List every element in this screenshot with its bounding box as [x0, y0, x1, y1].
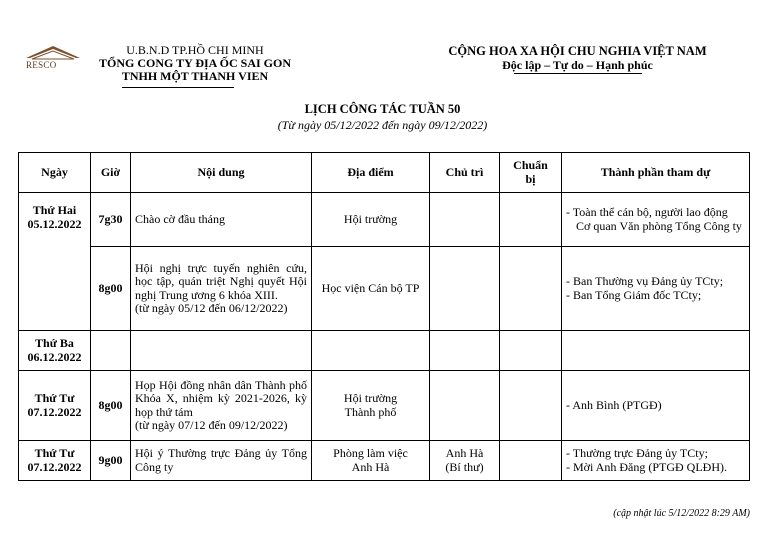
- day-name: Thứ Ba: [35, 336, 74, 350]
- participant-line: - Mời Anh Đăng (PTGĐ QLĐH).: [566, 459, 727, 474]
- participant-line: Cơ quan Văn phòng Tổng Công ty: [576, 218, 742, 233]
- org-line-1: U.B.N.D TP.HỒ CHI MINH: [126, 43, 264, 57]
- participant-line: - Ban Tổng Giám đốc TCty;: [566, 287, 702, 302]
- col-header-day: Ngày: [19, 153, 91, 193]
- day-name: Thứ Tư: [34, 391, 75, 405]
- participants-cell: [562, 441, 750, 481]
- content-text: Chào cờ đầu tháng: [135, 211, 225, 226]
- table-row: [19, 371, 750, 441]
- content-text: Họp Hội đồng nhân dân Thành phố Khóa X, nhiệm kỳ 2021-2026, kỳ họp thứ tám: [135, 377, 307, 419]
- content-cell: [131, 441, 312, 481]
- table-header-row: [19, 153, 750, 193]
- time-cell: 8g00: [91, 371, 131, 441]
- col-header-time: Giờ: [91, 153, 131, 193]
- participants-cell: [562, 247, 750, 331]
- place-text: Hội trường Thành phố: [343, 391, 398, 419]
- participant-line: - Thường trực Đảng ủy TCty;: [566, 446, 708, 460]
- national-motto-line-1: CỘNG HOA XA HỘI CHU NGHIA VIỆT NAM: [448, 44, 707, 58]
- participant-line: - Toàn thể cán bộ, người lao động: [566, 205, 728, 219]
- content-note: (từ ngày 07/12 đến 09/12/2022): [135, 418, 288, 432]
- prep-cell: [500, 331, 562, 371]
- col-header-participants: Thành phần tham dự: [562, 153, 750, 193]
- content-cell: [131, 331, 312, 371]
- prep-cell: [500, 247, 562, 331]
- chair-cell: [430, 331, 500, 371]
- day-name: Thứ Hai: [32, 203, 77, 217]
- document-title: LỊCH CÔNG TÁC TUẦN 50: [304, 102, 461, 116]
- col-header-place: Địa điểm: [312, 153, 430, 193]
- chair-cell: [430, 441, 500, 481]
- organization-header: [80, 44, 310, 83]
- day-cell: [19, 331, 91, 371]
- participant-line: - Ban Thường vụ Đảng ủy TCty;: [566, 274, 724, 288]
- time-cell: 7g30: [91, 193, 131, 247]
- place-text: Phòng làm việc Anh Hà: [333, 446, 408, 474]
- content-cell: [131, 247, 312, 331]
- participant-line: - Anh Bình (PTGĐ): [566, 397, 662, 412]
- time-cell: [91, 331, 131, 371]
- participants-cell: [562, 331, 750, 371]
- content-note: (từ ngày 05/12 đến 06/12/2022): [135, 301, 288, 315]
- content-text: Hội ý Thường trực Đảng ủy Tổng Công ty: [135, 446, 307, 474]
- prep-cell: [500, 193, 562, 247]
- place-cell: Học viện Cán bộ TP: [312, 247, 430, 331]
- chair-text: Anh Hà (Bí thư): [445, 446, 484, 474]
- national-motto-line-2: Độc lập – Tự do – Hạnh phúc: [502, 58, 653, 72]
- schedule-table: [18, 152, 750, 481]
- day-cell: [19, 371, 91, 441]
- table-row: [19, 441, 750, 481]
- time-cell: 8g00: [91, 247, 131, 331]
- day-cell: [19, 441, 91, 481]
- content-text: Hội nghị trực tuyến nghiên cứu, học tập, quán triệt Nghị quyết Hội nghị Trung ương 6 khóa XIII.: [135, 260, 307, 302]
- org-line-3: TNHH MỘT THANH VIEN: [121, 69, 269, 83]
- place-cell: [312, 331, 430, 371]
- org-line-2: TỔNG CONG TY ĐỊA ỐC SAI GON: [98, 56, 292, 70]
- day-date: 07.12.2022: [27, 459, 82, 474]
- company-logo: [24, 44, 82, 74]
- col-header-content: Nội dung: [131, 153, 312, 193]
- participants-cell: [562, 193, 750, 247]
- motto-underline: [514, 73, 642, 74]
- place-cell: [312, 371, 430, 441]
- day-name: Thứ Tư: [34, 446, 75, 460]
- place-cell: Hội trường: [312, 193, 430, 247]
- day-date: 06.12.2022: [27, 349, 82, 364]
- chair-cell: [430, 371, 500, 441]
- place-cell: [312, 441, 430, 481]
- time-cell: 9g00: [91, 441, 131, 481]
- prep-cell: [500, 371, 562, 441]
- table-row: [19, 193, 750, 247]
- chair-cell: [430, 193, 500, 247]
- table-row: [19, 331, 750, 371]
- table-row: [19, 247, 750, 331]
- national-header: [430, 44, 725, 72]
- content-cell: [131, 193, 312, 247]
- col-header-chair: Chủ trì: [430, 153, 500, 193]
- content-cell: [131, 371, 312, 441]
- logo-text: RESCO: [26, 60, 57, 70]
- day-date: 07.12.2022: [27, 404, 82, 419]
- prep-cell: [500, 441, 562, 481]
- day-cell: [19, 193, 91, 331]
- document-subtitle: (Từ ngày 05/12/2022 đến ngày 09/12/2022): [277, 118, 488, 132]
- update-timestamp: (cập nhật lúc 5/12/2022 8:29 AM): [613, 508, 750, 519]
- chair-cell: [430, 247, 500, 331]
- org-underline: [122, 87, 234, 88]
- participants-cell: [562, 371, 750, 441]
- col-header-prep: Chuẩn bị: [500, 153, 562, 193]
- day-date: 05.12.2022: [27, 216, 82, 231]
